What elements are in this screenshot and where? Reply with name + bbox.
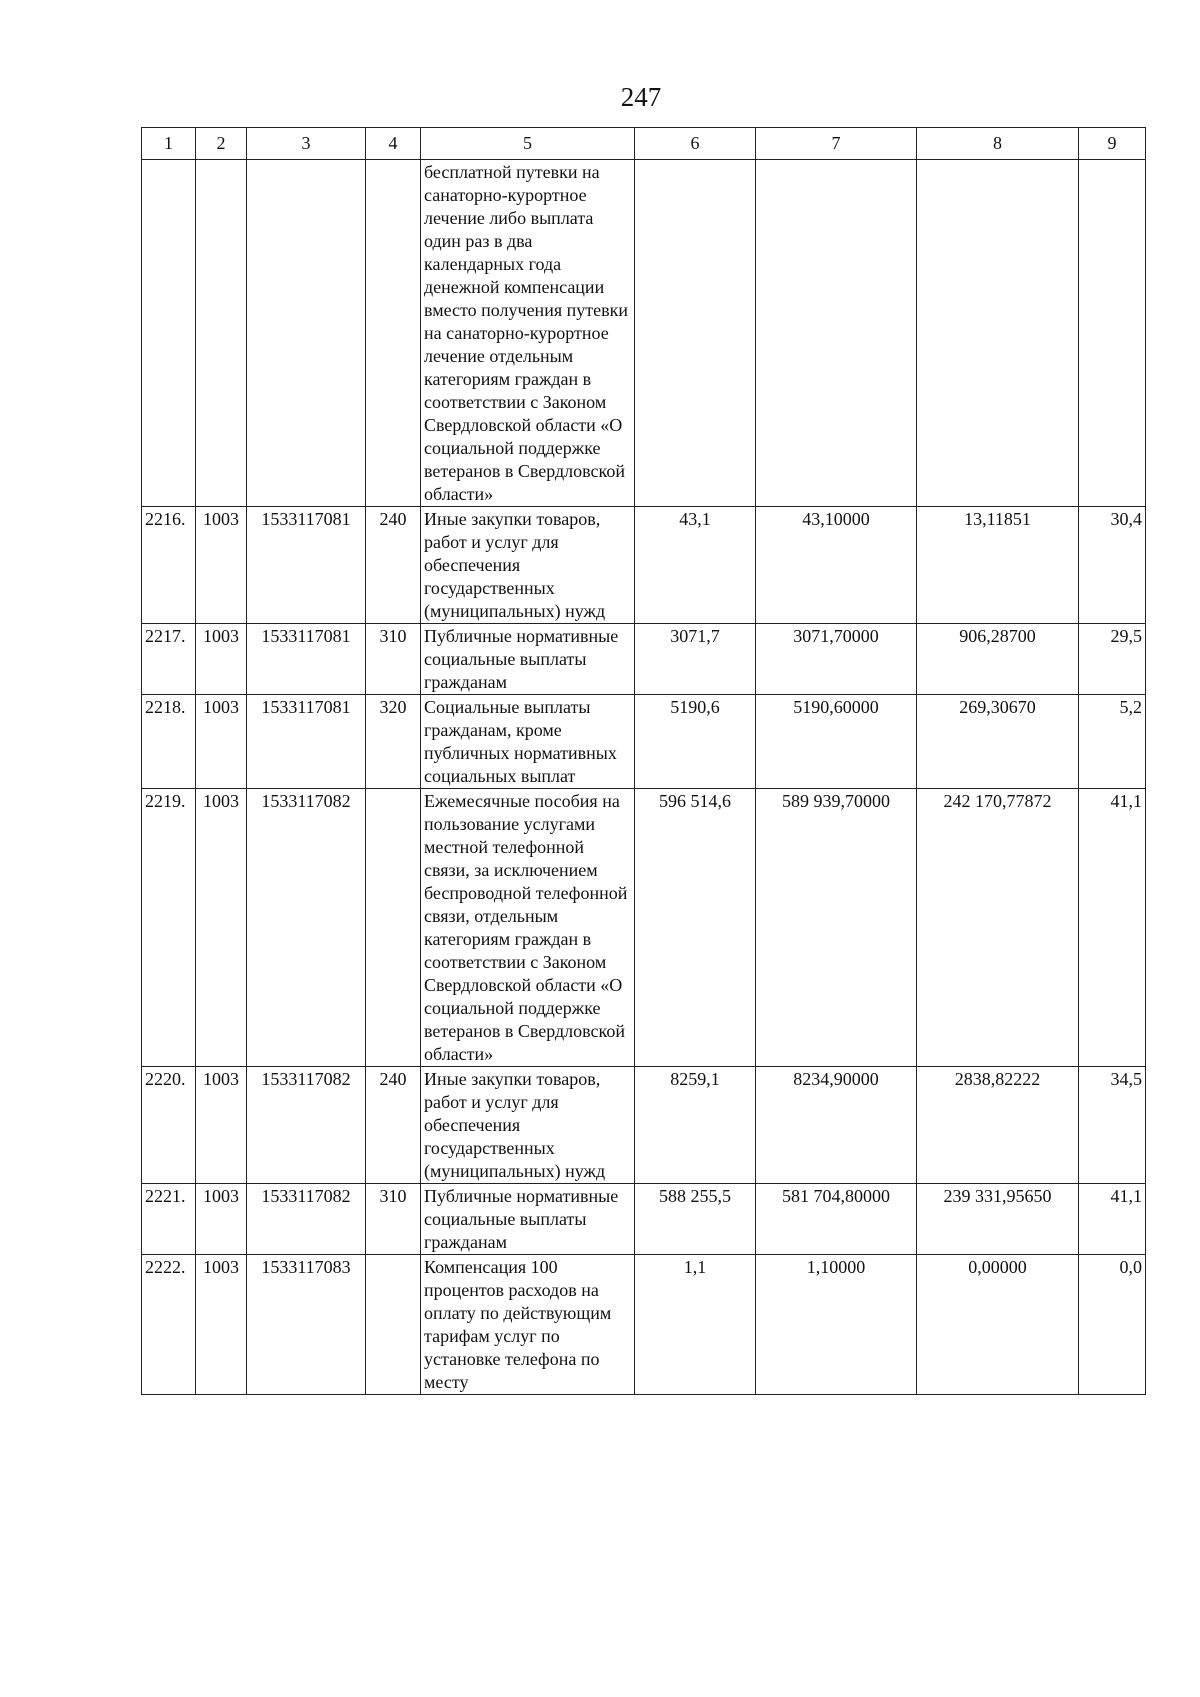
item-name-cell: Иные закупки товаров, работ и услуг для обеспечения государственных (муниципальных) нужд bbox=[421, 1067, 635, 1184]
row-number-cell: 2216. bbox=[142, 507, 196, 624]
item-name-cell: Компенсация 100 процентов расходов на оплату по действующим тарифам услуг по установке телефона по месту bbox=[421, 1255, 635, 1395]
table-row bbox=[142, 507, 1146, 624]
column-header: 6 bbox=[635, 128, 756, 160]
value-col8-cell: 242 170,77872 bbox=[917, 789, 1079, 1067]
table-row bbox=[142, 1067, 1146, 1184]
expense-type-cell bbox=[366, 1255, 421, 1395]
percent-cell: 41,1 bbox=[1079, 789, 1146, 1067]
row-number-cell: 2217. bbox=[142, 624, 196, 695]
percent-cell: 41,1 bbox=[1079, 1184, 1146, 1255]
column-header: 7 bbox=[756, 128, 917, 160]
row-number-cell: 2220. bbox=[142, 1067, 196, 1184]
percent-cell: 29,5 bbox=[1079, 624, 1146, 695]
item-name-cell: бесплатной путевки на санаторно-курортное лечение либо выплата один раз в два календарных года денежной компенсации вместо получения путевки на санаторно-курортное лечение отдельным категориям граждан в соответствии с Законом Свердловской области «О социальной поддержке ветеранов в Свердловской области» bbox=[421, 160, 635, 507]
row-number-cell bbox=[142, 160, 196, 507]
expense-type-cell bbox=[366, 789, 421, 1067]
value-col6-cell bbox=[635, 160, 756, 507]
section-code-cell: 1003 bbox=[196, 1184, 247, 1255]
value-col6-cell: 596 514,6 bbox=[635, 789, 756, 1067]
item-name-cell: Иные закупки товаров, работ и услуг для обеспечения государственных (муниципальных) нужд bbox=[421, 507, 635, 624]
column-header: 5 bbox=[421, 128, 635, 160]
value-col8-cell: 239 331,95650 bbox=[917, 1184, 1079, 1255]
table-row bbox=[142, 160, 1146, 507]
expense-type-cell: 240 bbox=[366, 507, 421, 624]
table-row bbox=[142, 789, 1146, 1067]
section-code-cell: 1003 bbox=[196, 1255, 247, 1395]
table-row bbox=[142, 1255, 1146, 1395]
value-col7-cell: 8234,90000 bbox=[756, 1067, 917, 1184]
section-code-cell: 1003 bbox=[196, 1067, 247, 1184]
target-item-code-cell: 1533117082 bbox=[247, 1184, 366, 1255]
value-col7-cell: 1,10000 bbox=[756, 1255, 917, 1395]
budget-table bbox=[141, 127, 1146, 1395]
value-col6-cell: 8259,1 bbox=[635, 1067, 756, 1184]
table-row bbox=[142, 695, 1146, 789]
percent-cell: 34,5 bbox=[1079, 1067, 1146, 1184]
expense-type-cell bbox=[366, 160, 421, 507]
column-header: 2 bbox=[196, 128, 247, 160]
expense-type-cell: 310 bbox=[366, 1184, 421, 1255]
table-header-row bbox=[142, 128, 1146, 160]
page-number: 247 bbox=[620, 82, 662, 112]
expense-type-cell: 310 bbox=[366, 624, 421, 695]
column-header: 1 bbox=[142, 128, 196, 160]
value-col7-cell: 43,10000 bbox=[756, 507, 917, 624]
row-number-cell: 2218. bbox=[142, 695, 196, 789]
row-number-cell: 2219. bbox=[142, 789, 196, 1067]
expense-type-cell: 240 bbox=[366, 1067, 421, 1184]
value-col6-cell: 588 255,5 bbox=[635, 1184, 756, 1255]
value-col6-cell: 1,1 bbox=[635, 1255, 756, 1395]
item-name-cell: Социальные выплаты гражданам, кроме публичных нормативных социальных выплат bbox=[421, 695, 635, 789]
value-col6-cell: 43,1 bbox=[635, 507, 756, 624]
table-row bbox=[142, 1184, 1146, 1255]
target-item-code-cell: 1533117081 bbox=[247, 624, 366, 695]
expense-type-cell: 320 bbox=[366, 695, 421, 789]
target-item-code-cell: 1533117081 bbox=[247, 507, 366, 624]
value-col7-cell: 3071,70000 bbox=[756, 624, 917, 695]
target-item-code-cell bbox=[247, 160, 366, 507]
value-col7-cell: 5190,60000 bbox=[756, 695, 917, 789]
value-col6-cell: 5190,6 bbox=[635, 695, 756, 789]
target-item-code-cell: 1533117082 bbox=[247, 1067, 366, 1184]
row-number-cell: 2221. bbox=[142, 1184, 196, 1255]
value-col7-cell: 581 704,80000 bbox=[756, 1184, 917, 1255]
target-item-code-cell: 1533117081 bbox=[247, 695, 366, 789]
target-item-code-cell: 1533117082 bbox=[247, 789, 366, 1067]
column-header: 9 bbox=[1079, 128, 1146, 160]
item-name-cell: Ежемесячные пособия на пользование услугами местной телефонной связи, за исключением беспроводной телефонной связи, отдельным категориям граждан в соответствии с Законом Свердловской области «О социальной поддержке ветеранов в Свердловской области» bbox=[421, 789, 635, 1067]
percent-cell: 5,2 bbox=[1079, 695, 1146, 789]
row-number-cell: 2222. bbox=[142, 1255, 196, 1395]
section-code-cell: 1003 bbox=[196, 789, 247, 1067]
column-header: 4 bbox=[366, 128, 421, 160]
value-col8-cell: 13,11851 bbox=[917, 507, 1079, 624]
section-code-cell bbox=[196, 160, 247, 507]
value-col7-cell: 589 939,70000 bbox=[756, 789, 917, 1067]
value-col8-cell bbox=[917, 160, 1079, 507]
item-name-cell: Публичные нормативные социальные выплаты гражданам bbox=[421, 624, 635, 695]
value-col8-cell: 269,30670 bbox=[917, 695, 1079, 789]
percent-cell bbox=[1079, 160, 1146, 507]
value-col7-cell bbox=[756, 160, 917, 507]
table-row bbox=[142, 624, 1146, 695]
column-header: 8 bbox=[917, 128, 1079, 160]
value-col8-cell: 0,00000 bbox=[917, 1255, 1079, 1395]
percent-cell: 30,4 bbox=[1079, 507, 1146, 624]
value-col8-cell: 2838,82222 bbox=[917, 1067, 1079, 1184]
section-code-cell: 1003 bbox=[196, 507, 247, 624]
item-name-cell: Публичные нормативные социальные выплаты гражданам bbox=[421, 1184, 635, 1255]
section-code-cell: 1003 bbox=[196, 695, 247, 789]
value-col8-cell: 906,28700 bbox=[917, 624, 1079, 695]
percent-cell: 0,0 bbox=[1079, 1255, 1146, 1395]
section-code-cell: 1003 bbox=[196, 624, 247, 695]
target-item-code-cell: 1533117083 bbox=[247, 1255, 366, 1395]
value-col6-cell: 3071,7 bbox=[635, 624, 756, 695]
column-header: 3 bbox=[247, 128, 366, 160]
